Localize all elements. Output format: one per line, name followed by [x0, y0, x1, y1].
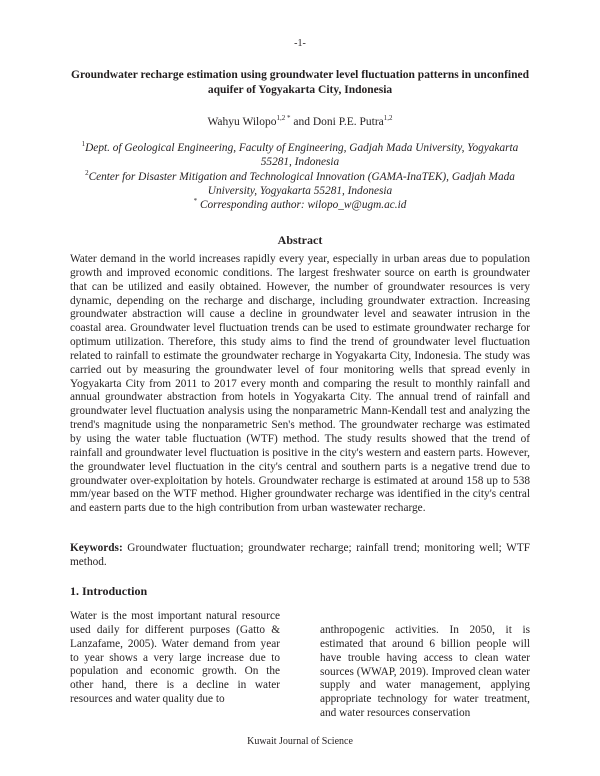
- affiliation-text: Center for Disaster Mitigation and Technological Innovation (GAMA-InaTEK), Gadjah Mada University, Yogyakarta 55281, Indonesia: [88, 170, 515, 198]
- intro-column-right: anthropogenic activities. In 2050, it is estimated that around 6 billion people will have trouble having access to clean water sources (WWAP, 2019). Improved clean water supply and water management, applying appropriate technology for water treatment, and water resources conservation: [320, 624, 530, 720]
- affiliation-text: Dept. of Geological Engineering, Faculty of Engineering, Gadjah Mada University, Yogyakarta 55281, Indonesia: [85, 141, 519, 169]
- corresponding-author: [70, 194, 530, 212]
- author-line: [0, 114, 600, 128]
- keywords-text: Groundwater fluctuation; groundwater recharge; rainfall trend; monitoring well; WTF method.: [70, 542, 530, 568]
- affiliation-marker: *: [193, 197, 198, 205]
- affiliation-1: [70, 137, 530, 170]
- section-heading: 1. Introduction: [70, 584, 148, 598]
- affiliation-marker: 2: [85, 169, 89, 177]
- intro-column-left: Water is the most important natural resource used daily for different purposes (Gatto & Lanzafame, 2005). Water demand from year to year shows a very large increase due to population and economic growth. On the other hand, there is a decline in water resources and water quality due to: [70, 610, 280, 706]
- keywords-label: Keywords:: [70, 542, 123, 554]
- author-name: Doni P.E. Putra: [312, 115, 384, 128]
- abstract-heading: Abstract: [277, 233, 323, 247]
- abstract-text: Water demand in the world increases rapidly every year, especially in urban areas due to population growth and improved economic conditions. The largest freshwater source on earth is groundwater that can be utilized and easily obtained. However, the number of groundwater resources is very dynamic, depending on the recharge and discharge, including groundwater extraction. Increasing groundwater abstraction will cause a decline in groundwater level and seawater intrusion in the coastal area. Groundwater level fluctuation trends can be used to estimate groundwater recharge for optimum utilization. Therefore, this study aims to find the trend of groundwater level fluctuation related to rainfall to estimate the groundwater recharge in Yogyakarta City, Indonesia. The study was carried out by measuring the groundwater level of four monitoring wells that spread evenly in Yogyakarta City from 2011 to 2017 every month and comparing the result to monthly rainfall and annual groundwater abstraction from hotels in Yogyakarta City. The annual trend of rainfall and groundwater level fluctuation analysis using the nonparametric Mann-Kendall test and analyzing the trend's magnitude using the nonparametric Sen's method. The groundwater recharge was estimated by using the water table fluctuation (WTF) method. The study results showed that the trend of rainfall and groundwater level fluctuation is positive in the city's western and eastern parts. However, the groundwater level fluctuation in the city's central and southern parts is a negative trend due to groundwater over-exploitation by hotels. Groundwater recharge is estimated at around 158 up to 538 mm/year based on the WTF method. Higher groundwater recharge was identified in the city's central and eastern parts due to the high contribution from urban wastewater recharge.: [70, 253, 530, 515]
- author-affil-marker: 1,2 *: [276, 114, 291, 122]
- journal-footer: Kuwait Journal of Science: [247, 736, 353, 747]
- author-affil-marker: 1,2: [383, 114, 393, 122]
- page-number: -1-: [294, 38, 306, 49]
- affiliation-marker: 1: [81, 140, 86, 148]
- author-connector: and: [290, 115, 313, 128]
- paper-title: Groundwater recharge estimation using groundwater level fluctuation patterns in unconfined aquifer of Yogyakarta City, Indonesia: [71, 69, 529, 96]
- author-name: Wahyu Wilopo: [207, 115, 277, 128]
- affiliation-text: Corresponding author: wilopo_w@ugm.ac.id: [197, 198, 407, 211]
- keywords: [70, 542, 530, 570]
